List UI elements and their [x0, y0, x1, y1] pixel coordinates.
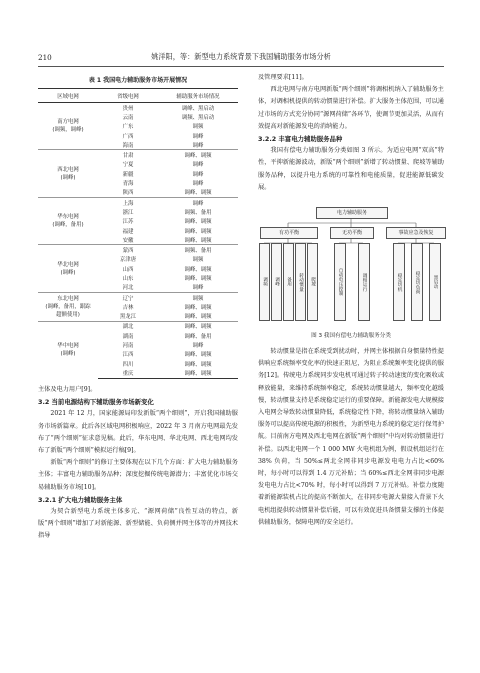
header-rule — [38, 66, 444, 67]
province-cell: 四川 — [122, 361, 134, 368]
status-cell: 调峰、调频 — [184, 219, 212, 226]
status-cell: 调峰 — [192, 133, 204, 140]
assist-service-table — [38, 88, 238, 379]
paragraph: 及管理要求[11]。 — [258, 74, 308, 81]
status-cell: 调频 — [158, 292, 238, 302]
province-cell: 江西 — [122, 352, 134, 359]
province-cell: 浙江 — [122, 209, 134, 216]
province-cell: 福建 — [122, 228, 134, 235]
status-cell: 调峰 — [192, 162, 204, 169]
province-cell: 重庆 — [98, 368, 158, 378]
right-column-text-top — [258, 72, 444, 194]
status-cell: 调峰 — [192, 285, 204, 292]
table-header-status: 辅助服务市场情况 — [158, 89, 238, 103]
region-cell: 华中电网 (调峰) — [38, 321, 98, 378]
province-cell: 甘肃 — [98, 150, 158, 160]
diagram-root: 电力辅助服务 — [316, 207, 388, 219]
region-cell: 东北电网 (调峰，备用，跟踪 超额使用) — [38, 292, 98, 321]
status-cell: 调频、备用 — [184, 209, 212, 216]
status-cell: 调峰、备用 — [184, 333, 212, 340]
section-heading-3-2-2: 3.2.2 丰富电力辅助服务品种 — [258, 135, 343, 144]
left-column-text — [38, 384, 238, 543]
leaf-generator-tripping: 稳定切机 — [393, 243, 405, 321]
paragraph: 2021 年 12 月，国家能源局印发新版“两个细则”，开启我国辅助服务市场新篇章。此后各区域电网积极响应，2022 年 3 月南方电网最先发布了“两个细则”征求意见稿。此后，华东电网、华北电网、西北电网均发布了新版“两个细则”模拟运行稿[9]。 — [38, 410, 238, 455]
status-cell: 调峰、黑启动 — [181, 105, 215, 112]
region-cell: 南方电网 (调频，调峰) — [52, 119, 84, 134]
status-cell: 调峰、调频 — [184, 190, 212, 197]
province-cell: 山西 — [122, 266, 134, 273]
leaf-avc: 自动电压控制 — [334, 243, 346, 321]
running-title: 姚洋阳，等：新型电力系统背景下我国辅助服务市场分析 — [151, 52, 331, 61]
branch-active-power: 有功平衡 — [260, 227, 318, 239]
table-header-province: 省级电网 — [98, 89, 158, 103]
branch-emergency-recovery: 事故应急及恢复 — [386, 227, 446, 239]
province-cell: 海南 — [122, 142, 134, 149]
province-cell: 广东 — [122, 124, 134, 131]
status-cell: 调峰、调频 — [184, 314, 212, 321]
status-cell: 调频 — [192, 257, 204, 264]
province-cell: 青海 — [122, 181, 134, 188]
status-cell: 调峰、调频 — [184, 237, 212, 244]
status-cell: 调峰 — [192, 343, 204, 350]
paragraph: 我国有偿电力辅助服务分类如图 3 所示。为适应电网“双高”特性，平抑新能源波动，新版“两个细则”新增了转动惯量、爬坡等辅助服务品种，以提升电力系统的可靠性和电能质量，促进能源低碳发展。 — [258, 147, 444, 191]
leaf-peak-shaving: 调峰 — [271, 243, 282, 321]
province-cell: 云南 — [122, 114, 134, 121]
province-cell: 江苏 — [122, 219, 134, 226]
province-cell: 蒙西 — [98, 245, 158, 255]
province-cell: 贵州 — [122, 105, 134, 112]
province-cell: 陕西 — [122, 190, 134, 197]
status-cell: 调峰、调频 — [184, 361, 212, 368]
province-cell: 湖北 — [98, 321, 158, 331]
status-cell: 调峰 — [192, 171, 204, 178]
table-row — [38, 150, 238, 160]
branch-reactive-power: 无功平衡 — [330, 227, 374, 239]
status-cell: 调峰 — [158, 197, 238, 207]
table-body — [38, 103, 238, 379]
paragraph: 西北电网与南方电网新版“两个细则”将调相机纳入了辅助服务主体，对调相机提供的转动惯量进行补偿。扩大服务主体范围，可以通过市场的方式充分协同“源网荷储”各环节，使调节更加灵活，从而有效提高对新能源发电的消纳能力。 — [258, 86, 444, 130]
province-cell: 新疆 — [122, 171, 134, 178]
province-cell: 湖南 — [122, 333, 134, 340]
leaf-ramping: 爬坡 — [307, 243, 318, 321]
status-cell: 调峰、调频 — [184, 266, 212, 273]
province-cell: 河北 — [122, 285, 134, 292]
province-cell: 安徽 — [122, 237, 134, 244]
right-column-text-bottom — [258, 346, 444, 529]
province-cell: 宁夏 — [122, 162, 134, 169]
status-cell: 调峰、调频 — [184, 275, 212, 282]
leaf-frequency-regulation: 调频 — [259, 243, 270, 321]
section-heading-3-2: 3.2 当前电源结构下辅助服务市场新变化 — [38, 398, 154, 407]
leaf-black-start: 黑启动 — [429, 243, 441, 321]
status-cell: 调峰、调频 — [158, 321, 238, 331]
leaf-load-shedding: 稳定切负荷 — [411, 243, 423, 321]
status-cell: 调频、黑启动 — [181, 114, 215, 121]
region-cell: 华北电网 (调峰) — [38, 245, 98, 292]
service-classification-diagram — [258, 205, 444, 325]
province-cell: 山东 — [122, 275, 134, 282]
table-row — [38, 321, 238, 331]
section-heading-3-2-1: 3.2.1 扩大电力辅助服务主体 — [38, 495, 123, 504]
status-cell: 调峰、调频 — [158, 368, 238, 378]
status-cell: 调峰、调频 — [184, 228, 212, 235]
running-header — [38, 50, 444, 64]
region-cell: 西北电网 (调峰) — [38, 150, 98, 197]
page-number: 210 — [38, 52, 52, 62]
leaf-phase-modifier: 调相运行 — [358, 243, 370, 321]
leaf-rotational-inertia: 转动惯量 — [295, 243, 306, 321]
paragraph: 新版“两个细则”的修订主要体现在以下几个方面：扩大电力辅助服务主体；丰富电力辅助服务品种；深度挖掘传统电源潜力；丰富优化市场交易辅助服务市场[10]。 — [38, 459, 238, 491]
status-cell: 调峰、调频 — [184, 304, 212, 311]
paragraph: 转动惯量是指在系统受到扰动时，并网主体根据自身惯量特性提供响应系统频率变化率的快速正阻尼，为阻止系统频率变化提供的服务[12]。传统电力系统同步发电机可通过转子转动速度的变化吸收或释放能量，来维持系统频率稳定，系统转动惯量越大，频率变化越缓慢，转动惯量支持是系统稳定运行的重要保障。新能源发电大规模接入电网会导致转动惯量降低，系统稳定性下降，将转动惯量纳入辅助服务可以提高传统电源的积极性，为新型电力系统的稳定运行保驾护航。目前南方电网及西北电网在新版“两个细则”中均对转动惯量进行补偿。以西北电网一个 1 000 MW 火电机组为例，假设机组运行在 38% 负荷，当 50%≤两北全网非同步电源发电电力占比<60% 时，每小时可以得到 1.4 万元补贴；当 60%≤西北全网非同步电源发电电力占比<70% 时，每小时可以得到 7 万元补贴。补偿力度随着新能源装机占比的提高不断加大，在非同步电源大量接入背景下火电机组提供转动惯量补偿后能，可以有效促进具备惯量支撑的主体提供辅助服务，保障电网的安全运行。 — [258, 348, 444, 526]
status-cell: 调峰 — [192, 142, 204, 149]
table-row — [38, 197, 238, 207]
figure-caption: 图 3 我国有偿电力辅助服务分类 — [311, 333, 391, 339]
province-cell: 河南 — [122, 343, 134, 350]
province-cell: 吉林 — [122, 304, 134, 311]
table-header-region: 区域电网 — [38, 89, 98, 103]
status-cell: 调频 — [192, 124, 204, 131]
status-cell: 调峰、调频 — [184, 352, 212, 359]
province-cell: 广西 — [122, 133, 134, 140]
paragraph: 为契合新型电力系统主体多元、“源网荷储”良性互动的特点，新版“两个细则”增加了对新能源、新型储能、负荷侧并网主体等的并网技术指导 — [38, 508, 238, 540]
province-cell: 京津唐 — [119, 257, 137, 264]
region-cell: 华东电网 (调峰，备用) — [38, 197, 98, 244]
province-cell: 黑龙江 — [119, 314, 137, 321]
paragraph: 主体及电力用户[9]。 — [38, 386, 97, 393]
province-cell: 上海 — [98, 197, 158, 207]
table-row — [38, 292, 238, 302]
status-cell: 调频、备用 — [158, 245, 238, 255]
table-row — [38, 103, 238, 113]
table-caption: 表 1 我国电力辅助服务市场开展情况 — [88, 77, 188, 84]
leaf-reserve: 备用 — [283, 243, 294, 321]
status-cell: 调峰 — [192, 181, 204, 188]
status-cell: 调峰、调频 — [158, 150, 238, 160]
province-cell: 辽宁 — [98, 292, 158, 302]
table-row — [38, 245, 238, 255]
